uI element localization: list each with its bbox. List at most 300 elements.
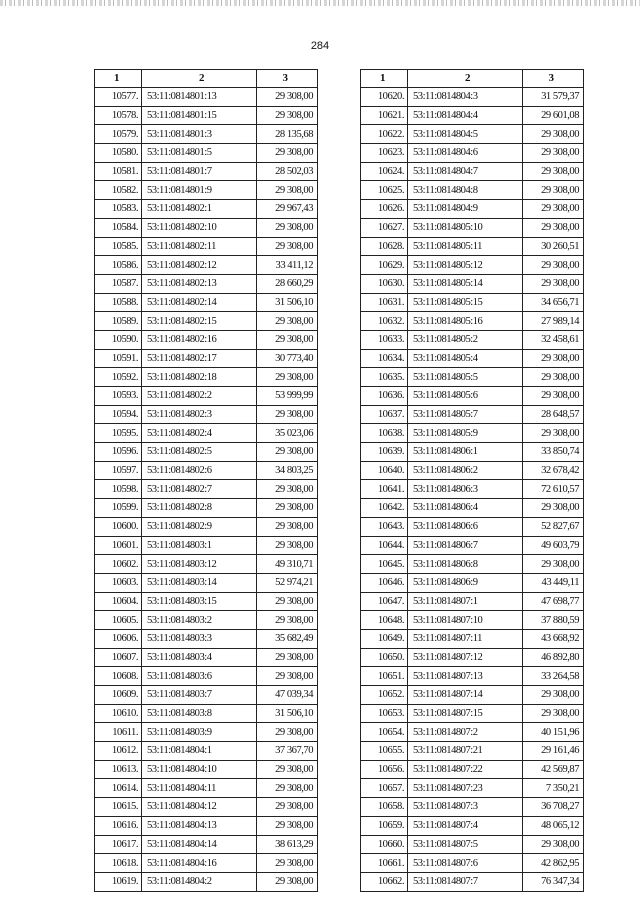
value-cell: 29 308,00 — [523, 499, 584, 518]
row-number-cell: 10593. — [95, 387, 142, 406]
row-number-cell: 10578. — [95, 106, 142, 125]
cadastral-number-cell: 53:11:0814803:14 — [142, 573, 257, 592]
cadastral-number-cell: 53:11:0814801:5 — [142, 144, 257, 163]
value-cell: 31 506,10 — [257, 704, 318, 723]
table-row — [361, 686, 584, 705]
row-number-cell: 10630. — [361, 274, 408, 293]
row-number-cell: 10613. — [95, 760, 142, 779]
table-row — [95, 405, 318, 424]
cadastral-number-cell: 53:11:0814803:12 — [142, 555, 257, 574]
cadastral-number-cell: 53:11:0814804:1 — [142, 742, 257, 761]
row-number-cell: 10619. — [95, 872, 142, 891]
row-number-cell: 10587. — [95, 274, 142, 293]
table-row — [95, 256, 318, 275]
column-header-3: 3 — [257, 70, 318, 88]
table-row — [95, 629, 318, 648]
column-header-2: 2 — [408, 70, 523, 88]
table-row — [361, 144, 584, 163]
cadastral-number-cell: 53:11:0814802:15 — [142, 312, 257, 331]
cadastral-number-cell: 53:11:0814802:10 — [142, 218, 257, 237]
row-number-cell: 10604. — [95, 592, 142, 611]
table-row — [361, 499, 584, 518]
row-number-cell: 10650. — [361, 648, 408, 667]
value-cell: 29 308,00 — [257, 443, 318, 462]
table-row — [95, 200, 318, 219]
cadastral-number-cell: 53:11:0814807:5 — [408, 835, 523, 854]
row-number-cell: 10632. — [361, 312, 408, 331]
value-cell: 29 308,00 — [257, 312, 318, 331]
cadastral-number-cell: 53:11:0814807:13 — [408, 667, 523, 686]
table-row — [361, 816, 584, 835]
cadastral-number-cell: 53:11:0814802:14 — [142, 293, 257, 312]
table-row — [95, 667, 318, 686]
cadastral-number-cell: 53:11:0814804:16 — [142, 854, 257, 873]
row-number-cell: 10596. — [95, 443, 142, 462]
value-cell: 28 135,68 — [257, 125, 318, 144]
cadastral-number-cell: 53:11:0814803:6 — [142, 667, 257, 686]
cadastral-number-cell: 53:11:0814804:7 — [408, 162, 523, 181]
table-row — [361, 854, 584, 873]
cadastral-number-cell: 53:11:0814802:17 — [142, 349, 257, 368]
table-row — [95, 349, 318, 368]
table-body-right — [361, 88, 584, 892]
value-cell: 27 989,14 — [523, 312, 584, 331]
value-cell: 29 308,00 — [257, 592, 318, 611]
cadastral-number-cell: 53:11:0814805:10 — [408, 218, 523, 237]
column-header-1: 1 — [95, 70, 142, 88]
value-cell: 29 308,00 — [523, 368, 584, 387]
table-row — [361, 667, 584, 686]
value-cell: 29 308,00 — [523, 256, 584, 275]
value-cell: 29 308,00 — [257, 611, 318, 630]
table-row — [361, 256, 584, 275]
cadastral-number-cell: 53:11:0814802:16 — [142, 330, 257, 349]
row-number-cell: 10641. — [361, 480, 408, 499]
value-cell: 37 367,70 — [257, 742, 318, 761]
value-cell: 29 308,00 — [523, 162, 584, 181]
cadastral-number-cell: 53:11:0814805:2 — [408, 330, 523, 349]
table-row — [95, 144, 318, 163]
row-number-cell: 10606. — [95, 629, 142, 648]
cadastral-number-cell: 53:11:0814806:3 — [408, 480, 523, 499]
value-cell: 28 502,03 — [257, 162, 318, 181]
cadastral-number-cell: 53:11:0814803:3 — [142, 629, 257, 648]
table-row — [361, 760, 584, 779]
value-cell: 33 411,12 — [257, 256, 318, 275]
row-number-cell: 10627. — [361, 218, 408, 237]
column-header-1: 1 — [361, 70, 408, 88]
table-row — [361, 573, 584, 592]
row-number-cell: 10612. — [95, 742, 142, 761]
value-cell: 29 308,00 — [523, 555, 584, 574]
cadastral-number-cell: 53:11:0814804:10 — [142, 760, 257, 779]
value-cell: 29 308,00 — [257, 648, 318, 667]
cadastral-number-cell: 53:11:0814802:3 — [142, 405, 257, 424]
cadastral-number-cell: 53:11:0814801:15 — [142, 106, 257, 125]
row-number-cell: 10635. — [361, 368, 408, 387]
row-number-cell: 10640. — [361, 461, 408, 480]
cadastral-number-cell: 53:11:0814807:1 — [408, 592, 523, 611]
cadastral-number-cell: 53:11:0814806:7 — [408, 536, 523, 555]
value-cell: 46 892,80 — [523, 648, 584, 667]
row-number-cell: 10605. — [95, 611, 142, 630]
value-cell: 29 308,00 — [257, 181, 318, 200]
row-number-cell: 10647. — [361, 592, 408, 611]
cadastral-number-cell: 53:11:0814803:4 — [142, 648, 257, 667]
value-cell: 29 308,00 — [523, 218, 584, 237]
cadastral-number-cell: 53:11:0814807:4 — [408, 816, 523, 835]
table-row — [361, 293, 584, 312]
row-number-cell: 10615. — [95, 798, 142, 817]
row-number-cell: 10611. — [95, 723, 142, 742]
table-row — [95, 387, 318, 406]
cadastral-number-cell: 53:11:0814807:23 — [408, 779, 523, 798]
value-cell: 52 974,21 — [257, 573, 318, 592]
cadastral-number-cell: 53:11:0814801:7 — [142, 162, 257, 181]
value-cell: 29 308,00 — [257, 854, 318, 873]
table-row — [361, 704, 584, 723]
table-row — [95, 293, 318, 312]
value-cell: 29 308,00 — [523, 835, 584, 854]
row-number-cell: 10633. — [361, 330, 408, 349]
table-row — [361, 611, 584, 630]
cadastral-number-cell: 53:11:0814802:13 — [142, 274, 257, 293]
cadastral-number-cell: 53:11:0814804:12 — [142, 798, 257, 817]
row-number-cell: 10642. — [361, 499, 408, 518]
table-row — [95, 218, 318, 237]
cadastral-number-cell: 53:11:0814805:14 — [408, 274, 523, 293]
table-row — [361, 200, 584, 219]
value-cell: 32 678,42 — [523, 461, 584, 480]
cadastral-number-cell: 53:11:0814803:9 — [142, 723, 257, 742]
value-cell: 29 308,00 — [257, 330, 318, 349]
row-number-cell: 10598. — [95, 480, 142, 499]
table-row — [95, 461, 318, 480]
value-cell: 35 023,06 — [257, 424, 318, 443]
table-row — [95, 704, 318, 723]
cadastral-number-cell: 53:11:0814807:10 — [408, 611, 523, 630]
table-row — [95, 742, 318, 761]
cadastral-number-cell: 53:11:0814805:7 — [408, 405, 523, 424]
table-row — [361, 629, 584, 648]
row-number-cell: 10662. — [361, 872, 408, 891]
table-row — [95, 312, 318, 331]
value-cell: 40 151,96 — [523, 723, 584, 742]
row-number-cell: 10626. — [361, 200, 408, 219]
row-number-cell: 10657. — [361, 779, 408, 798]
cadastral-number-cell: 53:11:0814801:3 — [142, 125, 257, 144]
value-cell: 29 308,00 — [257, 779, 318, 798]
value-cell: 31 579,37 — [523, 88, 584, 107]
cadastral-number-cell: 53:11:0814807:22 — [408, 760, 523, 779]
table-row — [361, 555, 584, 574]
value-cell: 29 308,00 — [523, 200, 584, 219]
cadastral-number-cell: 53:11:0814803:1 — [142, 536, 257, 555]
table-row — [95, 368, 318, 387]
table-row — [361, 742, 584, 761]
row-number-cell: 10581. — [95, 162, 142, 181]
cadastral-number-cell: 53:11:0814807:14 — [408, 686, 523, 705]
cadastral-number-cell: 53:11:0814805:9 — [408, 424, 523, 443]
row-number-cell: 10602. — [95, 555, 142, 574]
value-cell: 29 308,00 — [257, 368, 318, 387]
table-row — [95, 106, 318, 125]
table-row — [95, 592, 318, 611]
row-number-cell: 10645. — [361, 555, 408, 574]
value-cell: 29 308,00 — [257, 88, 318, 107]
cadastral-number-cell: 53:11:0814804:4 — [408, 106, 523, 125]
table-row — [95, 779, 318, 798]
cadastral-number-cell: 53:11:0814803:7 — [142, 686, 257, 705]
row-number-cell: 10643. — [361, 517, 408, 536]
table-row — [361, 330, 584, 349]
registry-table-left — [94, 69, 318, 892]
table-row — [361, 405, 584, 424]
cadastral-number-cell: 53:11:0814807:21 — [408, 742, 523, 761]
cadastral-number-cell: 53:11:0814804:8 — [408, 181, 523, 200]
row-number-cell: 10628. — [361, 237, 408, 256]
value-cell: 49 310,71 — [257, 555, 318, 574]
table-row — [95, 854, 318, 873]
value-cell: 29 308,00 — [523, 704, 584, 723]
value-cell: 48 065,12 — [523, 816, 584, 835]
cadastral-number-cell: 53:11:0814805:12 — [408, 256, 523, 275]
row-number-cell: 10649. — [361, 629, 408, 648]
table-row — [361, 181, 584, 200]
scan-top-edge — [0, 0, 640, 6]
value-cell: 29 308,00 — [257, 872, 318, 891]
cadastral-number-cell: 53:11:0814805:15 — [408, 293, 523, 312]
table-row — [361, 312, 584, 331]
value-cell: 29 308,00 — [257, 723, 318, 742]
table-row — [361, 162, 584, 181]
table-header-row — [95, 70, 318, 88]
row-number-cell: 10637. — [361, 405, 408, 424]
row-number-cell: 10660. — [361, 835, 408, 854]
value-cell: 29 967,43 — [257, 200, 318, 219]
row-number-cell: 10616. — [95, 816, 142, 835]
value-cell: 36 708,27 — [523, 798, 584, 817]
cadastral-number-cell: 53:11:0814807:6 — [408, 854, 523, 873]
table-header-row — [361, 70, 584, 88]
cadastral-number-cell: 53:11:0814802:18 — [142, 368, 257, 387]
row-number-cell: 10625. — [361, 181, 408, 200]
cadastral-number-cell: 53:11:0814806:2 — [408, 461, 523, 480]
value-cell: 37 880,59 — [523, 611, 584, 630]
value-cell: 29 308,00 — [523, 424, 584, 443]
cadastral-number-cell: 53:11:0814802:2 — [142, 387, 257, 406]
table-row — [361, 349, 584, 368]
table-row — [95, 237, 318, 256]
table-body-left — [95, 88, 318, 892]
registry-table-right — [360, 69, 584, 892]
cadastral-number-cell: 53:11:0814806:8 — [408, 555, 523, 574]
value-cell: 29 308,00 — [257, 106, 318, 125]
cadastral-number-cell: 53:11:0814802:9 — [142, 517, 257, 536]
table-row — [95, 686, 318, 705]
row-number-cell: 10617. — [95, 835, 142, 854]
value-cell: 34 803,25 — [257, 461, 318, 480]
table-row — [361, 106, 584, 125]
table-row — [361, 517, 584, 536]
row-number-cell: 10590. — [95, 330, 142, 349]
row-number-cell: 10586. — [95, 256, 142, 275]
value-cell: 76 347,34 — [523, 872, 584, 891]
cadastral-number-cell: 53:11:0814801:9 — [142, 181, 257, 200]
value-cell: 28 648,57 — [523, 405, 584, 424]
value-cell: 29 601,08 — [523, 106, 584, 125]
value-cell: 29 308,00 — [257, 517, 318, 536]
value-cell: 49 603,79 — [523, 536, 584, 555]
value-cell: 29 308,00 — [523, 144, 584, 163]
cadastral-number-cell: 53:11:0814807:12 — [408, 648, 523, 667]
cadastral-number-cell: 53:11:0814805:11 — [408, 237, 523, 256]
value-cell: 29 308,00 — [523, 274, 584, 293]
value-cell: 7 350,21 — [523, 779, 584, 798]
cadastral-number-cell: 53:11:0814807:7 — [408, 872, 523, 891]
row-number-cell: 10654. — [361, 723, 408, 742]
table-row — [95, 517, 318, 536]
value-cell: 47 698,77 — [523, 592, 584, 611]
table-row — [95, 480, 318, 499]
row-number-cell: 10608. — [95, 667, 142, 686]
row-number-cell: 10585. — [95, 237, 142, 256]
value-cell: 32 458,61 — [523, 330, 584, 349]
cadastral-number-cell: 53:11:0814803:2 — [142, 611, 257, 630]
table-row — [361, 424, 584, 443]
row-number-cell: 10580. — [95, 144, 142, 163]
table-row — [361, 88, 584, 107]
value-cell: 29 308,00 — [257, 480, 318, 499]
row-number-cell: 10659. — [361, 816, 408, 835]
table-row — [361, 872, 584, 891]
row-number-cell: 10631. — [361, 293, 408, 312]
value-cell: 35 682,49 — [257, 629, 318, 648]
table-row — [361, 723, 584, 742]
cadastral-number-cell: 53:11:0814804:3 — [408, 88, 523, 107]
table-row — [95, 648, 318, 667]
table-row — [95, 573, 318, 592]
table-row — [95, 723, 318, 742]
table-row — [95, 555, 318, 574]
cadastral-number-cell: 53:11:0814807:15 — [408, 704, 523, 723]
value-cell: 31 506,10 — [257, 293, 318, 312]
row-number-cell: 10589. — [95, 312, 142, 331]
cadastral-number-cell: 53:11:0814802:7 — [142, 480, 257, 499]
cadastral-number-cell: 53:11:0814804:11 — [142, 779, 257, 798]
cadastral-number-cell: 53:11:0814802:8 — [142, 499, 257, 518]
row-number-cell: 10592. — [95, 368, 142, 387]
table-row — [95, 499, 318, 518]
row-number-cell: 10579. — [95, 125, 142, 144]
row-number-cell: 10655. — [361, 742, 408, 761]
row-number-cell: 10621. — [361, 106, 408, 125]
table-row — [95, 88, 318, 107]
value-cell: 29 308,00 — [257, 218, 318, 237]
value-cell: 29 308,00 — [523, 125, 584, 144]
value-cell: 38 613,29 — [257, 835, 318, 854]
cadastral-number-cell: 53:11:0814807:11 — [408, 629, 523, 648]
row-number-cell: 10639. — [361, 443, 408, 462]
value-cell: 53 999,99 — [257, 387, 318, 406]
cadastral-number-cell: 53:11:0814804:2 — [142, 872, 257, 891]
row-number-cell: 10638. — [361, 424, 408, 443]
table-row — [361, 835, 584, 854]
row-number-cell: 10595. — [95, 424, 142, 443]
cadastral-number-cell: 53:11:0814804:9 — [408, 200, 523, 219]
value-cell: 29 308,00 — [523, 387, 584, 406]
row-number-cell: 10623. — [361, 144, 408, 163]
row-number-cell: 10644. — [361, 536, 408, 555]
table-row — [361, 237, 584, 256]
cadastral-number-cell: 53:11:0814807:2 — [408, 723, 523, 742]
row-number-cell: 10658. — [361, 798, 408, 817]
cadastral-number-cell: 53:11:0814804:6 — [408, 144, 523, 163]
cadastral-number-cell: 53:11:0814802:5 — [142, 443, 257, 462]
row-number-cell: 10629. — [361, 256, 408, 275]
row-number-cell: 10652. — [361, 686, 408, 705]
table-row — [361, 274, 584, 293]
cadastral-number-cell: 53:11:0814805:6 — [408, 387, 523, 406]
cadastral-number-cell: 53:11:0814805:4 — [408, 349, 523, 368]
value-cell: 29 308,00 — [257, 536, 318, 555]
value-cell: 29 308,00 — [257, 144, 318, 163]
value-cell: 29 308,00 — [257, 798, 318, 817]
value-cell: 42 862,95 — [523, 854, 584, 873]
cadastral-number-cell: 53:11:0814805:16 — [408, 312, 523, 331]
row-number-cell: 10622. — [361, 125, 408, 144]
cadastral-number-cell: 53:11:0814802:12 — [142, 256, 257, 275]
cadastral-number-cell: 53:11:0814802:11 — [142, 237, 257, 256]
row-number-cell: 10618. — [95, 854, 142, 873]
value-cell: 43 449,11 — [523, 573, 584, 592]
table-row — [95, 181, 318, 200]
value-cell: 29 161,46 — [523, 742, 584, 761]
table-row — [95, 274, 318, 293]
cadastral-number-cell: 53:11:0814802:4 — [142, 424, 257, 443]
cadastral-number-cell: 53:11:0814806:6 — [408, 517, 523, 536]
value-cell: 29 308,00 — [523, 349, 584, 368]
table-row — [95, 760, 318, 779]
value-cell: 29 308,00 — [257, 237, 318, 256]
row-number-cell: 10591. — [95, 349, 142, 368]
column-header-2: 2 — [142, 70, 257, 88]
table-row — [361, 368, 584, 387]
row-number-cell: 10620. — [361, 88, 408, 107]
cadastral-number-cell: 53:11:0814804:13 — [142, 816, 257, 835]
cadastral-number-cell: 53:11:0814805:5 — [408, 368, 523, 387]
cadastral-number-cell: 53:11:0814806:4 — [408, 499, 523, 518]
row-number-cell: 10583. — [95, 200, 142, 219]
row-number-cell: 10656. — [361, 760, 408, 779]
value-cell: 72 610,57 — [523, 480, 584, 499]
row-number-cell: 10634. — [361, 349, 408, 368]
table-row — [361, 536, 584, 555]
cadastral-number-cell: 53:11:0814806:9 — [408, 573, 523, 592]
row-number-cell: 10651. — [361, 667, 408, 686]
cadastral-number-cell: 53:11:0814804:14 — [142, 835, 257, 854]
table-row — [361, 218, 584, 237]
row-number-cell: 10588. — [95, 293, 142, 312]
row-number-cell: 10601. — [95, 536, 142, 555]
row-number-cell: 10577. — [95, 88, 142, 107]
value-cell: 42 569,87 — [523, 760, 584, 779]
table-row — [361, 387, 584, 406]
column-header-3: 3 — [523, 70, 584, 88]
value-cell: 29 308,00 — [257, 405, 318, 424]
row-number-cell: 10648. — [361, 611, 408, 630]
row-number-cell: 10584. — [95, 218, 142, 237]
